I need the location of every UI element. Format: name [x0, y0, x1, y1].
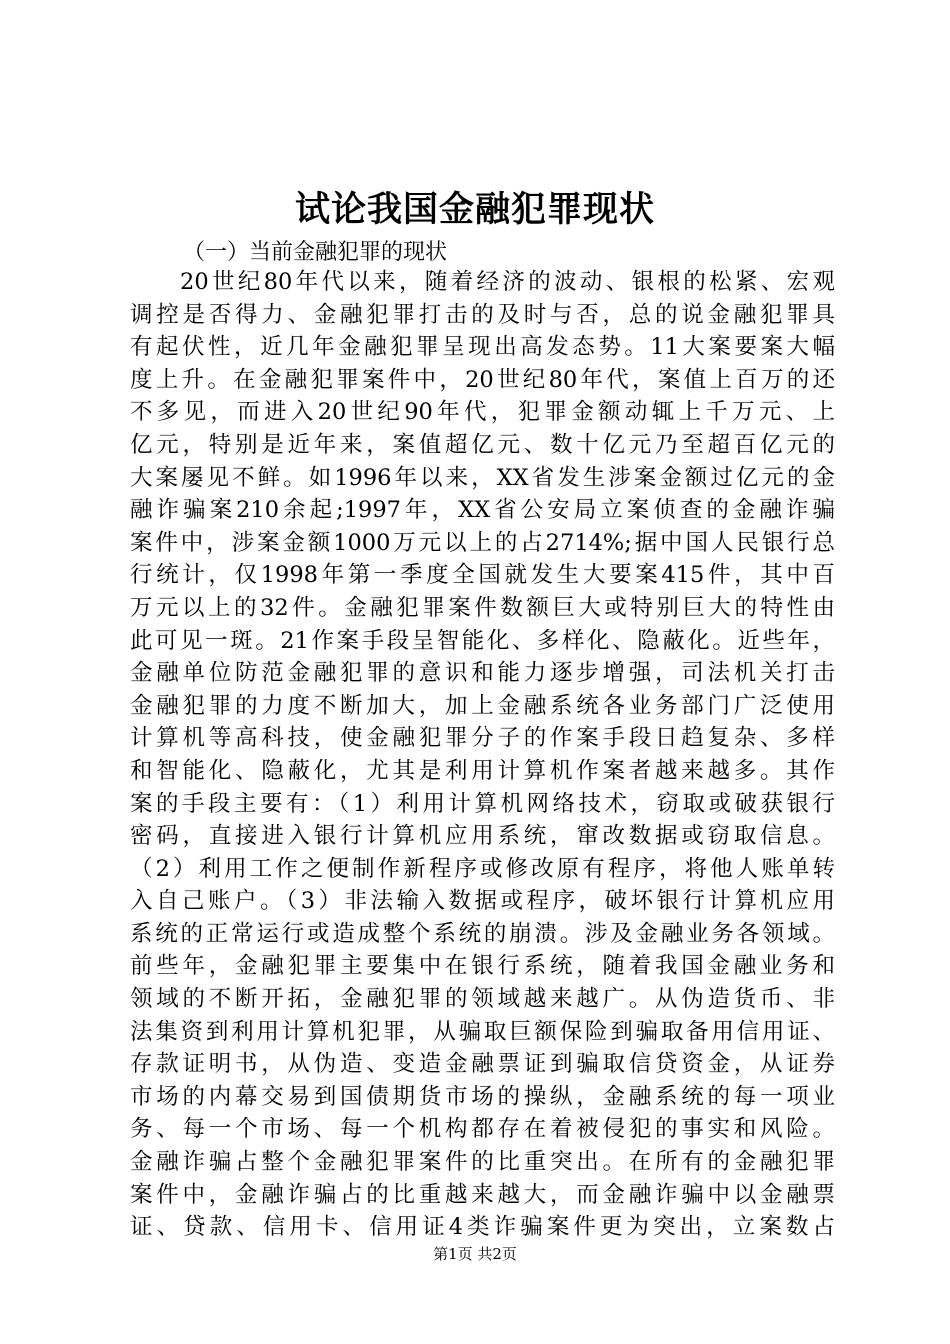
body-line: 和智能化、隐蔽化，尤其是利用计算机作案者越来越多。其作	[130, 757, 835, 784]
body-line: 有起伏性，近几年金融犯罪呈现出高发态势。11大案要案大幅	[130, 334, 835, 361]
body-line: 万元以上的32件。金融犯罪案件数额巨大或特别巨大的特性由	[130, 594, 835, 621]
body-line: 行统计，仅1998年第一季度全国就发生大要案415件，其中百	[130, 562, 835, 589]
body-line: 案件中，涉案金额1000万元以上的占2714%;据中国人民银行总	[130, 529, 835, 556]
document-title: 试论我国金融犯罪现状	[294, 189, 655, 230]
body-line: 20世纪80年代以来，随着经济的波动、银根的松紧、宏观	[180, 269, 835, 295]
body-line: 案的手段主要有：（1）利用计算机网络技术，窃取或破获银行	[130, 790, 835, 817]
body-line: 金融犯罪的力度不断加大，加上金融系统各业务部门广泛使用	[130, 692, 835, 719]
page-footer: 第1页 共2页	[433, 1245, 517, 1263]
body-line: （2）利用工作之便制作新程序或修改原有程序，将他人账单转	[130, 855, 835, 882]
body-line: 市场的内幕交易到国债期货市场的操纵，金融系统的每一项业	[130, 1083, 835, 1110]
body-line: 密码，直接进入银行计算机应用系统，窜改数据或窃取信息。	[130, 823, 835, 850]
body-line: 法集资到利用计算机犯罪，从骗取巨额保险到骗取备用信用证、	[130, 1018, 835, 1045]
body-line: 不多见，而进入20世纪90年代，犯罪金额动辄上千万元、上	[130, 399, 835, 426]
body-line: 入自己账户。（3）非法输入数据或程序，破坏银行计算机应用	[130, 888, 835, 915]
body-line: 计算机等高科技，使金融犯罪分子的作案手段日趋复杂、多样	[130, 725, 835, 752]
body-line: 案件中，金融诈骗占的比重越来越大，而金融诈骗中以金融票	[130, 1181, 835, 1208]
body-line: 此可见一斑。21作案手段呈智能化、多样化、隐蔽化。近些年，	[130, 627, 835, 654]
body-line: 系统的正常运行或造成整个系统的崩溃。涉及金融业务各领域。	[130, 920, 835, 947]
body-line: 融诈骗案210余起;1997年，XX省公安局立案侦查的金融诈骗	[130, 497, 835, 524]
body-line: 调控是否得力、金融犯罪打击的及时与否，总的说金融犯罪具	[130, 301, 835, 328]
body-line: 前些年，金融犯罪主要集中在银行系统，随着我国金融业务和	[130, 953, 835, 980]
body-line: 证、贷款、信用卡、信用证4类诈骗案件更为突出，立案数占	[130, 1214, 835, 1241]
body-line: 存款证明书，从伪造、变造金融票证到骗取信贷资金，从证券	[130, 1051, 835, 1078]
body-line: 金融单位防范金融犯罪的意识和能力逐步增强，司法机关打击	[130, 660, 835, 687]
body-line: 度上升。在金融犯罪案件中，20世纪80年代，案值上百万的还	[130, 366, 835, 393]
body-line: 亿元，特别是近年来，案值超亿元、数十亿元乃至超百亿元的	[130, 431, 835, 458]
section-heading: （一）当前金融犯罪的现状	[183, 240, 448, 265]
body-line: 大案屡见不鲜。如1996年以来，XX省发生涉案金额过亿元的金	[130, 464, 835, 491]
body-text	[130, 266, 835, 1244]
body-line: 金融诈骗占整个金融犯罪案件的比重突出。在所有的金融犯罪	[130, 1149, 835, 1176]
body-line: 领域的不断开拓，金融犯罪的领域越来越广。从伪造货币、非	[130, 986, 835, 1013]
body-line: 务、每一个市场、每一个机构都存在着被侵犯的事实和风险。	[130, 1116, 835, 1143]
